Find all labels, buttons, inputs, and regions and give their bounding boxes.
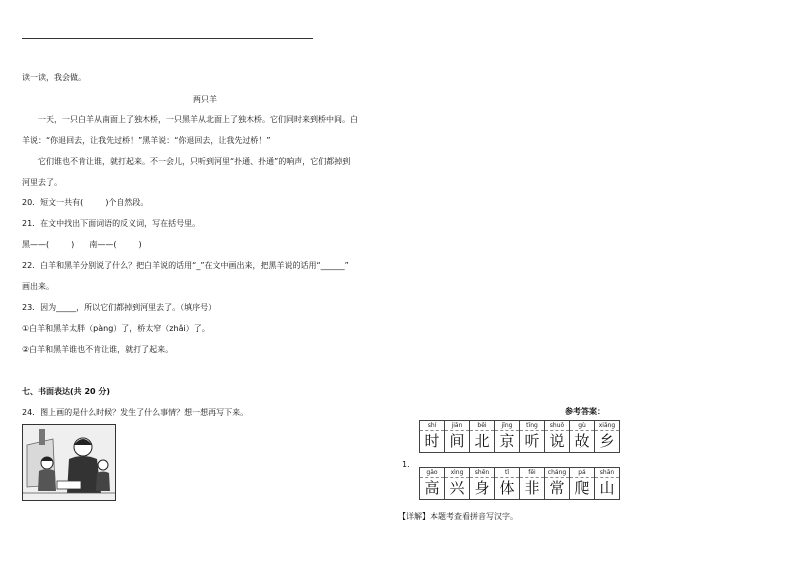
pinyin-cell: běi 北 (469, 420, 495, 453)
pinyin-cell: jiān 间 (444, 420, 470, 453)
q21-close-1: ) (71, 240, 75, 249)
question-22-line-1: 22．白羊和黑羊分别说了什么？把白羊说的话用“_”在文中画出来，把黑羊说的话用“______” (22, 261, 349, 270)
pinyin-cell: cháng 常 (544, 467, 570, 500)
pinyin-cell: xìng 兴 (444, 467, 470, 500)
pinyin-cell: shān 山 (594, 467, 620, 500)
pinyin-cell: pá 爬 (569, 467, 595, 500)
pinyin-cell: shí 时 (419, 420, 445, 453)
intro-text: 读一读，我会做。 (22, 73, 86, 82)
picture-illustration (22, 424, 116, 501)
illustration-drawing (23, 425, 115, 500)
pinyin-cell: tīng 听 (519, 420, 545, 453)
question-23: 23．因为_____，所以它们都掉到河里去了。（填序号） (22, 303, 217, 312)
story-line-4: 河里去了。 (22, 178, 62, 187)
pinyin-cell: jīng 京 (494, 420, 520, 453)
q21-close-2: ) (138, 240, 142, 249)
pinyin-cell: tǐ 体 (494, 467, 520, 500)
pinyin-cell: shēn 身 (469, 467, 495, 500)
pinyin-cell: gù 故 (569, 420, 595, 453)
top-rule (22, 38, 313, 39)
question-21: 21．在文中找出下面词语的反义词，写在括号里。 (22, 219, 201, 228)
answer-key-title: 参考答案： (565, 407, 605, 416)
pinyin-cell: xiāng 乡 (594, 420, 620, 453)
story-line-3: 它们谁也不肯让谁，就打起来。不一会儿，只听到河里“扑通、扑通”的响声，它们都掉到 (38, 157, 351, 166)
answer-detail: 【详解】本题考查看拼音写汉字。 (398, 512, 518, 521)
question-21-pairs (22, 239, 142, 250)
q20-before: 20．短文一共有( (22, 198, 84, 207)
pinyin-cell: gāo 高 (419, 467, 445, 500)
question-23-option-1: ①白羊和黑羊太胖（pàng）了，桥太窄（zhǎi）了。 (22, 324, 210, 333)
answer-number: 1． (402, 460, 416, 469)
q21-pair-1: 黑——( (22, 240, 50, 249)
q21-pair-2: 南——( (89, 240, 117, 249)
pinyin-cell: fēi 非 (519, 467, 545, 500)
question-23-option-2: ②白羊和黑羊谁也不肯让谁，就打了起来。 (22, 345, 174, 354)
pinyin-grid-row-1 (419, 420, 620, 453)
question-20 (22, 197, 148, 208)
story-title: 两只羊 (193, 95, 217, 104)
question-24: 24．图上画的是什么时候？发生了什么事情？想一想再写下来。 (22, 408, 249, 417)
q20-after: )个自然段。 (105, 198, 149, 207)
pinyin-cell: shuō 说 (544, 420, 570, 453)
story-line-1: 一天，一只白羊从南面上了独木桥，一只黑羊从北面上了独木桥。它们同时来到桥中间。白 (38, 115, 358, 124)
story-line-2: 羊说：“你退回去，让我先过桥！”黑羊说：“你退回去，让我先过桥！” (22, 136, 271, 145)
question-22-line-2: 画出来。 (22, 282, 54, 291)
section-7-heading: 七、书面表达(共 20 分) (22, 387, 111, 396)
pinyin-grid-row-2 (419, 467, 620, 500)
